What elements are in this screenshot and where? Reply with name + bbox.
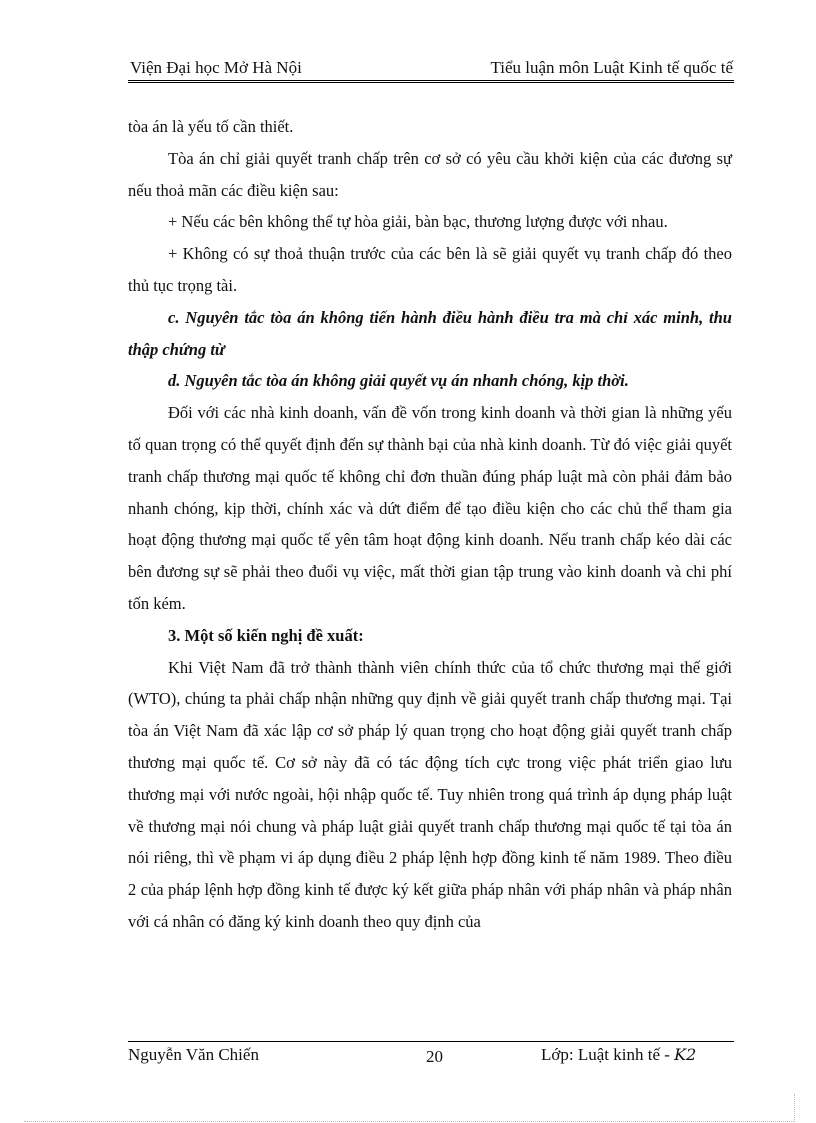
header-divider xyxy=(128,80,734,83)
page-header xyxy=(128,58,733,82)
section-heading-3: 3. Một số kiến nghị đề xuất: xyxy=(168,625,364,645)
header-institution: Viện Đại học Mở Hà Nội xyxy=(130,58,302,77)
paragraph-business-time: Đối với các nhà kinh doanh, vấn đề vốn trong kinh doanh và thời gian là những yếu tố quan trọng có thể quyết định đến sự thành bại của nhà kinh doanh. Từ đó việc giải quyết tranh chấp thương mại quốc tế không chỉ đơn thuần đúng pháp luật mà còn phải đảm bảo nhanh chóng, kịp thời, chính xác và dứt điểm để tạo điều kiện cho các chủ thể tham gia hoạt động thương mại quốc tế yên tâm hoạt động kinh doanh. Nếu tranh chấp kéo dài các bên đương sự sẽ phải theo đuổi vụ việc, mất thời gian tập trung vào kinh doanh và chi phí tốn kém. xyxy=(128,403,732,613)
page-footer xyxy=(128,1045,733,1069)
list-item-condition-2: + Không có sự thoả thuận trước của các bên là sẽ giải quyết vụ tranh chấp đó theo thủ tục trọng tài. xyxy=(128,244,732,295)
paragraph-court-conditions: Tòa án chỉ giải quyết tranh chấp trên cơ sở có yêu cầu khởi kiện của các đương sự nếu thoả mãn các điều kiện sau: xyxy=(128,148,732,200)
paragraph-continuation: tòa án là yếu tố cần thiết. xyxy=(128,117,294,136)
footer-class-code: K2 xyxy=(674,1045,697,1064)
page-number: 20 xyxy=(426,1047,443,1066)
footer-divider xyxy=(128,1041,734,1042)
document-body xyxy=(128,111,732,938)
footer-class xyxy=(541,1045,696,1065)
section-heading-d: d. Nguyên tắc tòa án không giải quyết vụ án nhanh chóng, kịp thời. xyxy=(168,371,629,391)
footer-author: Nguyễn Văn Chiến xyxy=(128,1045,259,1064)
header-essay-title: Tiểu luận môn Luật Kinh tế quốc tế xyxy=(490,58,733,77)
page-edge-right xyxy=(794,1094,795,1122)
page-edge-bottom xyxy=(24,1121,794,1122)
footer-class-label: Lớp: Luật kinh tế - xyxy=(541,1045,675,1064)
section-heading-c: c. Nguyên tắc tòa án không tiến hành điều hành điều tra mà chỉ xác minh, thu thập chứng từ xyxy=(128,307,732,359)
paragraph-wto-recommendations: Khi Việt Nam đã trở thành thành viên chính thức của tổ chức thương mại thế giới (WTO), chúng ta phải chấp nhận những quy định về giải quyết tranh chấp thương mại. Tại tòa án Việt Nam đã xác lập cơ sở pháp lý quan trọng cho hoạt động giải quyết tranh chấp thương mại quốc tế. Cơ sở này đã có tác động tích cực trong việc phát triển giao lưu thương mại với nước ngoài, hội nhập quốc tế. Tuy nhiên trong quá trình áp dụng pháp luật về thương mại nói chung và pháp luật giải quyết tranh chấp thương mại quốc tế tại tòa án nói riêng, thì về phạm vi áp dụng điều 2 pháp lệnh hợp đồng kinh tế năm 1989. Theo điều 2 của pháp lệnh hợp đồng kinh tế được ký kết giữa pháp nhân với pháp nhân và pháp nhân với cá nhân có đăng ký kinh doanh theo quy định của xyxy=(128,657,732,931)
list-item-condition-1: + Nếu các bên không thể tự hòa giải, bàn bạc, thương lượng được với nhau. xyxy=(168,212,668,232)
